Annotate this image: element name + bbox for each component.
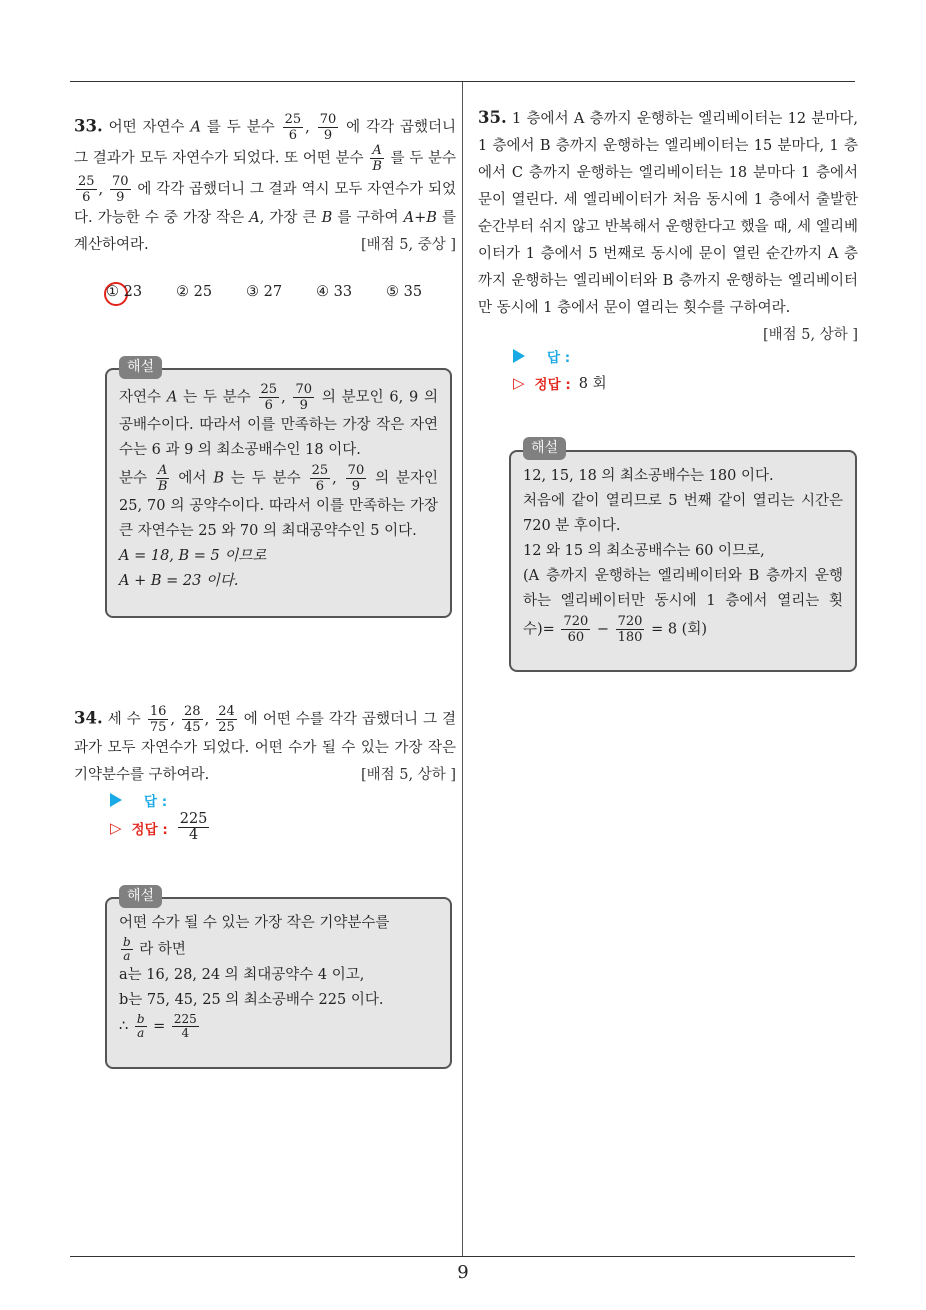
fraction: $\frac{25}{6}$ xyxy=(284,112,302,143)
question-35: 35. 1 층에서 A 층까지 운행하는 엘리베이터는 12 분마다, 1 층에서 B 층까지 운행하는 엘리베이터는 15 분마다, 1 층에서 C 층까지 운행하는 엘리베이터는 18 분마다 1 층에서 문이 열린다. 세 엘리베이터가 처음 동시에 1 층에서 출발한 순간부터 쉬지 않고 반복해서 운행한다고 했을 때, 세 엘리베이터가 1 층에서 5 번째로 동시에 문이 열린 순간까지 A 층까지 운행하는 엘리베이터와 B 층까지 운행하는 엘리베이터만 동시에 1 층에서 문이 열리는 횟수를 구하여라. [배점 5, 상하 ] xyxy=(478,104,858,349)
fraction: $\frac{24}{25}$ xyxy=(218,704,235,735)
answer-choices xyxy=(106,284,456,300)
solution-box-34 xyxy=(105,897,452,1069)
fraction: $\frac{70}{9}$ xyxy=(111,174,129,205)
solution-text: 12, 15, 18 의 최소공배수는 180 이다. 처음에 같이 열리므로 5 번째 같이 열리는 시간은 720 분 후이다. 12 와 15 의 최소공배수는 60 이므로, (A 층까지 운행하는 엘리베이터와 B 층까지 운행하는 엘리베이터만 동시에 1 층에서 열리는 횟수)= $\frac{720}{60}$ − $\frac{720}{180}$ = 8 (회) xyxy=(523,468,843,645)
solution-tag: 해설 xyxy=(119,885,162,908)
correct-answer-label: 정답 : xyxy=(131,821,168,838)
play-triangle-icon xyxy=(110,793,122,807)
answer-label: 답 : xyxy=(547,350,571,366)
play-triangle-icon xyxy=(513,349,525,363)
correct-answer-value: 8 회 xyxy=(578,376,607,392)
open-triangle-icon: ▷ xyxy=(513,373,525,392)
correct-answer-line xyxy=(513,372,607,393)
correct-answer-line xyxy=(110,812,211,843)
answer-line xyxy=(110,790,167,810)
solution-tag: 해설 xyxy=(119,356,162,379)
question-number: 35. xyxy=(478,108,507,127)
bottom-rule xyxy=(70,1256,855,1257)
score-meta: [배점 5, 상하 ] xyxy=(360,767,456,783)
solution-text: 자연수 A 는 두 분수 $\frac{25}{6}$ , $\frac{70}{9}$ 의 분모인 6, 9 의 공배수이다. 따라서 이를 만족하는 가장 작은 자연수는 6 과 9 의 최소공배수인 18 이다. 분수 $\frac{A}{B}$ 에서 B 는 두 분수 $\frac{25}{6}$ , $\frac{70}{9}$ 의 분자인 25, 70 의 공약수이다. 따라서 이를 만족하는 가장 큰 자연수는 25 와 70 의 최대공약수인 5 이다. A = 18, B = 5 이므로 A + B = 23 이다. xyxy=(119,382,439,589)
solution-tag: 해설 xyxy=(523,437,566,460)
choice-5[interactable]: ⑤ 35 xyxy=(386,284,423,300)
choice-3[interactable]: ③ 27 xyxy=(246,284,283,300)
correct-answer-value: $\frac{225}{4}$ xyxy=(179,811,208,843)
choice-1[interactable]: ① 23 xyxy=(106,284,143,300)
question-number: 33. xyxy=(74,116,103,136)
fraction: $\frac{28}{45}$ xyxy=(184,704,201,735)
page-number: 9 xyxy=(457,1262,469,1283)
answer-line xyxy=(513,346,570,366)
score-meta: [배점 5, 상하 ] xyxy=(762,327,858,343)
score-meta: [배점 5, 중상 ] xyxy=(360,237,456,253)
correct-answer-label: 정답 : xyxy=(534,376,571,393)
fraction: $\frac{25}{6}$ xyxy=(78,174,95,205)
fraction: $\frac{A}{B}$ xyxy=(372,143,382,174)
choice-4[interactable]: ④ 33 xyxy=(316,284,353,300)
choice-2[interactable]: ② 25 xyxy=(176,284,213,300)
column-divider xyxy=(462,82,463,1256)
question-number: 34. xyxy=(74,708,103,728)
answer-label: 답 : xyxy=(144,794,168,810)
solution-box-35 xyxy=(509,450,857,672)
solution-box-33 xyxy=(105,368,452,618)
fraction: $\frac{16}{75}$ xyxy=(149,704,167,735)
fraction: $\frac{70}{9}$ xyxy=(319,112,337,143)
open-triangle-icon: ▷ xyxy=(110,818,122,837)
question-34: 34. 세 수 $\frac{16}{75}$ , $\frac{28}{45}$ , $\frac{24}{25}$ 에 어떤 수를 각각 곱했더니 그 결과가 모두 자연수가 되었다. 어떤 수가 될 수 있는 가장 작은 기약분수를 구하여라. [배점 5, 상하 ] xyxy=(74,704,456,789)
question-33: 33. 어떤 자연수 A 를 두 분수 $\frac{25}{6}$ , $\frac{70}{9}$ 에 각각 곱했더니 그 결과가 모두 자연수가 되었다. 또 어떤 분수 $\frac{A}{B}$ 를 두 분수 $\frac{25}{6}$ , $\frac{70}{9}$ 에 각각 곱했더니 그 결과 역시 모두 자연수가 되었다. 가능한 수 중 가장 작은 A, 가장 큰 B 를 구하여 A+B 를 계산하여라. [배점 5, 중상 ] xyxy=(74,112,456,259)
solution-text: 어떤 수가 될 수 있는 가장 작은 기약분수를 $\frac{b}{a}$ 라 하면 a는 16, 28, 24 의 최대공약수 4 이고, b는 75, 45, 25 의 최소공배수 225 이다. ∴ $\frac{b}{a}$ = $\frac{225}{4}$ xyxy=(119,915,390,1040)
